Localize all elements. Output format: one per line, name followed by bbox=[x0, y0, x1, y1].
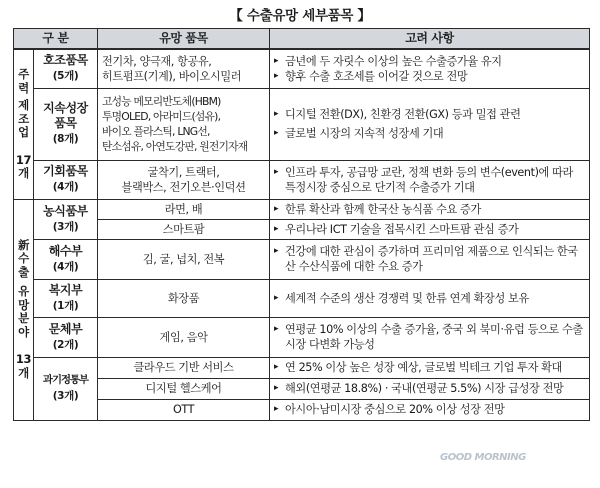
notes-agriculture-2: ▸ 우리나라 ICT 기술을 접목시킨 스마트팜 관심 증가 bbox=[270, 219, 590, 239]
items-agriculture-2: 스마트팜 bbox=[98, 219, 270, 239]
items-science-3: OTT bbox=[98, 399, 270, 420]
notes-culture: ▸ 연평균 10% 이상의 수출 증가율, 중국 외 북미·유럽 등으로 수출시장 다변화 가능성 bbox=[270, 317, 590, 357]
category-opportunity: 기회품목 (4개) bbox=[34, 160, 98, 199]
notes-welfare: ▸ 세계적 수준의 생산 경쟁력 및 한류 연계 확장성 보유 bbox=[270, 279, 590, 317]
table-row bbox=[14, 357, 590, 378]
table-row bbox=[14, 160, 590, 199]
items-booming: 전기차, 양극재, 항공유, 히트펌프(기계), 바이오시밀러 bbox=[98, 49, 270, 88]
items-sustained-growth: 고성능 메모리반도체(HBM) 투명OLED, 아라미드(섬유), 바이오 플라스틱, LNG선, 탄소섬유, 아연도강판, 원전기자재 bbox=[98, 88, 270, 160]
table-row bbox=[14, 219, 590, 239]
export-items-table bbox=[13, 28, 590, 421]
notes-oceans: ▸ 건강에 대한 관심이 증가하며 프리미엄 제품으로 인식되는 한국산 수산식품에 대한 수요 증가 bbox=[270, 239, 590, 279]
group-label-main-manufacturing: 주 력 제 조 업 17 개 bbox=[14, 49, 34, 199]
category-agriculture-ministry: 농식품부 (3개) bbox=[34, 199, 98, 239]
header-category: 구 분 bbox=[14, 29, 98, 50]
table-row bbox=[14, 279, 590, 317]
table-row bbox=[14, 378, 590, 399]
table-row bbox=[14, 317, 590, 357]
notes-science-1: ▸ 연 25% 이상 높은 성장 예상, 글로벌 빅테크 기업 투자 확대 bbox=[270, 357, 590, 378]
notes-booming: ▸ 금년에 두 자릿수 이상의 높은 수출증가율 유지 ▸ 향후 수출 호조세를 이어갈 것으로 전망 bbox=[270, 49, 590, 88]
category-science-ict-ministry: 과기정통부 (3개) bbox=[34, 357, 98, 420]
items-agriculture-1: 라면, 배 bbox=[98, 199, 270, 219]
items-culture: 게임, 음악 bbox=[98, 317, 270, 357]
header-notes: 고려 사항 bbox=[270, 29, 590, 50]
notes-science-3: ▸ 아시아·남미시장 중심으로 20% 이상 성장 전망 bbox=[270, 399, 590, 420]
category-oceans-ministry: 해수부 (4개) bbox=[34, 239, 98, 279]
items-oceans: 김, 굴, 넙치, 전복 bbox=[98, 239, 270, 279]
category-booming-items: 호조품목 (5개) bbox=[34, 49, 98, 88]
items-science-1: 클라우드 기반 서비스 bbox=[98, 357, 270, 378]
table-row bbox=[14, 399, 590, 420]
notes-opportunity: ▸ 인프라 투자, 공급망 교란, 정책 변화 등의 변수(event)에 따라 특정시장 중심으로 단기적 수출증가 기대 bbox=[270, 160, 590, 199]
watermark: GOOD MORNING bbox=[440, 452, 526, 463]
notes-agriculture-1: ▸ 한류 확산과 함께 한국산 농식품 수요 증가 bbox=[270, 199, 590, 219]
group-label-new-export-fields: 新 수 출 유 망 분 야 13 개 bbox=[14, 199, 34, 420]
header-items: 유망 품목 bbox=[98, 29, 270, 50]
table-row bbox=[14, 199, 590, 219]
table-header-row bbox=[14, 29, 590, 50]
items-opportunity: 굴착기, 트랙터, 블랙박스, 전기오븐·인덕션 bbox=[98, 160, 270, 199]
table-row bbox=[14, 88, 590, 160]
table-row bbox=[14, 239, 590, 279]
notes-sustained-growth: ▸ 디지털 전환(DX), 친환경 전환(GX) 등과 밀접 관련 ▸ 글로벌 시장의 지속적 성장세 기대 bbox=[270, 88, 590, 160]
category-culture-ministry: 문체부 (2개) bbox=[34, 317, 98, 357]
category-sustained-growth: 지속성장 품목 (8개) bbox=[34, 88, 98, 160]
category-welfare-ministry: 복지부 (1개) bbox=[34, 279, 98, 317]
items-welfare: 화장품 bbox=[98, 279, 270, 317]
table-row bbox=[14, 49, 590, 88]
page-title: 【 수출유망 세부품목 】 bbox=[229, 8, 371, 24]
notes-science-2: ▸ 해외(연평균 18.8%) · 국내(연평균 5.5%) 시장 급성장 전망 bbox=[270, 378, 590, 399]
items-science-2: 디지털 헬스케어 bbox=[98, 378, 270, 399]
